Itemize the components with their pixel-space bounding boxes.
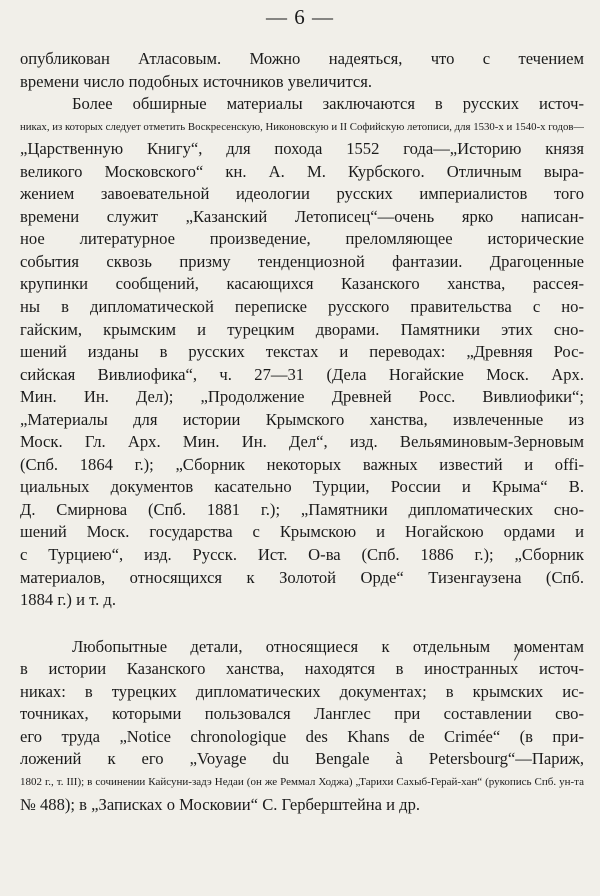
text-line: времени служит „Казанский Летописец“—очень ярко написан- bbox=[20, 206, 584, 226]
paragraph-gap bbox=[20, 612, 584, 636]
text-line: ны в дипломатической переписке русского правительства с но- bbox=[20, 297, 584, 317]
text-line: шений изданы в русских текстах и переводах: „Древняя Рос- bbox=[20, 342, 584, 362]
paragraph-1 bbox=[20, 48, 584, 93]
text-line: с Турциею“, изд. Русск. Ист. О-ва (Спб. 1886 г.); „Сборник bbox=[20, 545, 584, 565]
text-line: Любопытные детали, относящиеся к отдельным моментам bbox=[72, 636, 584, 656]
paragraph-2 bbox=[20, 93, 584, 612]
text-line: никах: в турецких дипломатических документах; в крымских ис- bbox=[20, 681, 584, 701]
text-line: ное литературное произведение, преломляющее исторические bbox=[20, 229, 584, 249]
text-line: материалов, относящихся к Золотой Орде“ Тизенгаузена (Спб. bbox=[20, 567, 584, 587]
text-line: ложений к его „Voyage du Bengale à Petersbourg“—Париж, bbox=[20, 749, 584, 769]
text-line: Д. Смирнова (Спб. 1881 г.); „Памятники дипломатических сно- bbox=[20, 499, 584, 519]
text-line: „Царственную Книгу“, для похода 1552 года—„Историю князя bbox=[20, 139, 584, 159]
body-text bbox=[20, 48, 584, 816]
text-line: (Спб. 1864 г.); „Сборник некоторых важных известий и offi- bbox=[20, 454, 584, 474]
text-line: шений Моск. государства с Крымскою и Ногайскою ордами и bbox=[20, 522, 584, 542]
text-line: № 488); в „Записках о Московии“ С. Герберштейна и др. bbox=[20, 794, 421, 814]
text-line: 1802 г., т. III); в сочинении Кайсуни-задэ Недаи (он же Реммал Ходжа) „Тарихи Сахыб-Герай-хан“ (рукопись Спб. ун-та bbox=[20, 775, 584, 788]
text-line: циальных документов касательно Турции, России и Крыма“ В. bbox=[20, 477, 584, 497]
text-line: в истории Казанского ханства, находятся в иностранных источ- bbox=[20, 659, 584, 679]
text-line: события сквозь призму тенденциозной фантазии. Драгоценные bbox=[20, 251, 584, 271]
text-line: его труда „Notice chronologique des Khans de Crimée“ (в при- bbox=[20, 726, 584, 746]
paragraph-3 bbox=[20, 636, 584, 816]
text-line: жением завоевательной идеологии русских империалистов того bbox=[20, 184, 584, 204]
text-line: великого Московского“ кн. А. М. Курбского. Отличным выра- bbox=[20, 161, 584, 181]
text-line: Более обширные материалы заключаются в русских источ- bbox=[72, 94, 584, 114]
text-line: крупинки сообщений, касающихся Казанского ханства, рассея- bbox=[20, 274, 584, 294]
text-line: опубликован Атласовым. Можно надеяться, что с течением bbox=[20, 49, 584, 68]
text-line: „Материалы для истории Крымского ханства, извлеченные из bbox=[20, 409, 584, 429]
text-line: времени число подобных источников увеличится. bbox=[20, 71, 373, 91]
page-number: — 6 — bbox=[266, 5, 334, 29]
text-line: никах, из которых следует отметить Воскресенскую, Никоновскую и II Софийскую летописи, для 1530-х и 1540-х годов— bbox=[20, 120, 584, 133]
text-line: Мин. Ин. Дел); „Продолжение Древней Росс. Вивлиофики“; bbox=[20, 387, 584, 407]
text-line: 1884 г.) и т. д. bbox=[20, 590, 117, 610]
text-line: Моск. Гл. Арх. Мин. Ин. Дел“, изд. Вельяминовым-Зерновым bbox=[20, 432, 584, 452]
text-line: сийская Вивлиофика“, ч. 27—31 (Дела Ногайские Моск. Арх. bbox=[20, 364, 584, 384]
text-line: гайским, крымским и турецким дворами. Памятники этих сно- bbox=[20, 319, 584, 339]
text-line: точниках, которыми пользовался Ланглес при составлении сво- bbox=[20, 704, 584, 724]
